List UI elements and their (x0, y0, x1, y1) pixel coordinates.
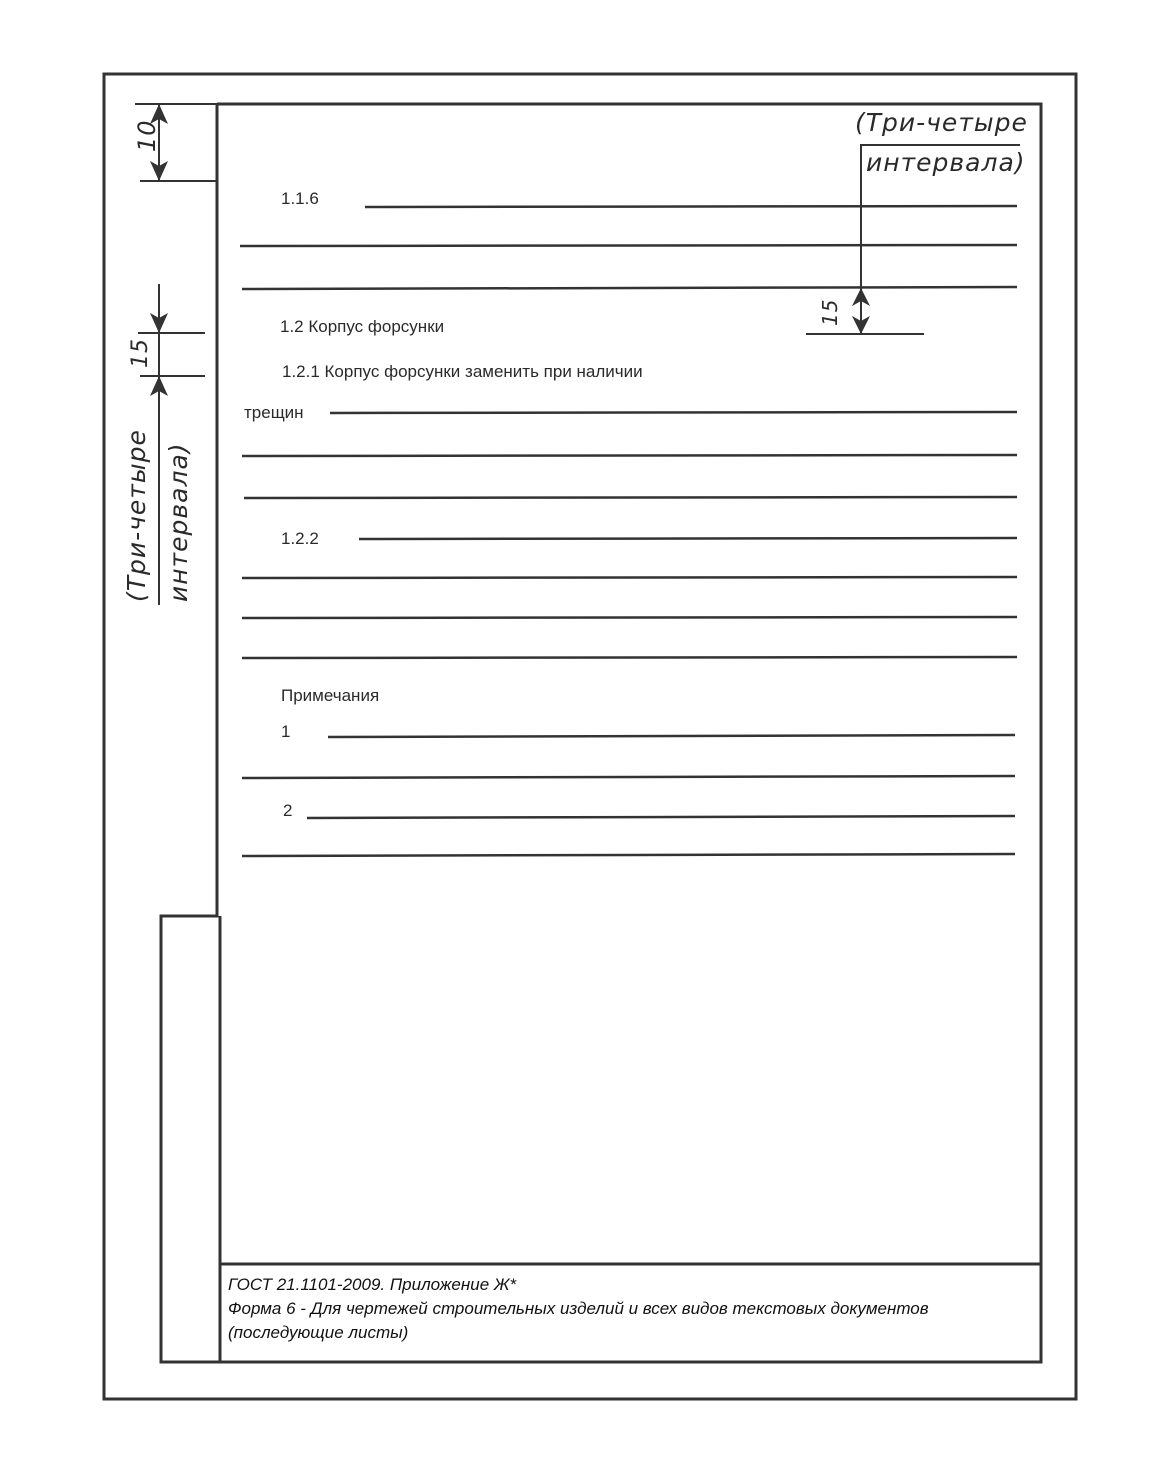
dimension-15-right: 15 (818, 298, 842, 326)
section-text-121: 1.2.1 Корпус форсунки заменить при наличии (282, 362, 643, 381)
section-text-121-continuation: трещин (244, 403, 304, 422)
caption-form-description: Форма 6 - Для чертежей строительных изделий и всех видов текстовых документов (228, 1299, 929, 1318)
annotation-left-line2: интервала) (164, 442, 193, 602)
caption-standard: ГОСТ 21.1101-2009. Приложение Ж* (228, 1275, 517, 1294)
fill-line (307, 816, 1015, 818)
inner-frame (161, 104, 1041, 1362)
dimension-10-left: 10 (133, 119, 161, 152)
annotation-left-line1: (Три-четыре (122, 429, 151, 602)
fill-line (242, 776, 1015, 778)
notes-heading: Примечания (281, 686, 380, 705)
fill-line (328, 735, 1015, 737)
section-number-116: 1.1.6 (281, 189, 319, 208)
fill-line (244, 497, 1017, 498)
fill-line (365, 206, 1017, 207)
section-number-122: 1.2.2 (281, 529, 319, 548)
fill-line (242, 617, 1017, 618)
section-heading-12: 1.2 Корпус форсунки (280, 317, 445, 336)
note-number-2: 2 (283, 801, 293, 820)
fill-line (242, 657, 1017, 658)
fill-line (242, 577, 1017, 578)
fill-line (240, 245, 1017, 246)
caption-sheet-type: (последующие листы) (228, 1323, 409, 1342)
fill-line (330, 412, 1017, 413)
fill-line (242, 455, 1017, 456)
note-number-1: 1 (281, 722, 291, 741)
dimension-15-left: 15 (128, 338, 153, 368)
fill-line (242, 854, 1015, 856)
fill-line (242, 287, 1017, 289)
annotation-top-right-line2: интервала) (866, 148, 1026, 177)
annotation-top-right-line1: (Три-четыре (855, 108, 1028, 137)
fill-line (359, 538, 1017, 539)
